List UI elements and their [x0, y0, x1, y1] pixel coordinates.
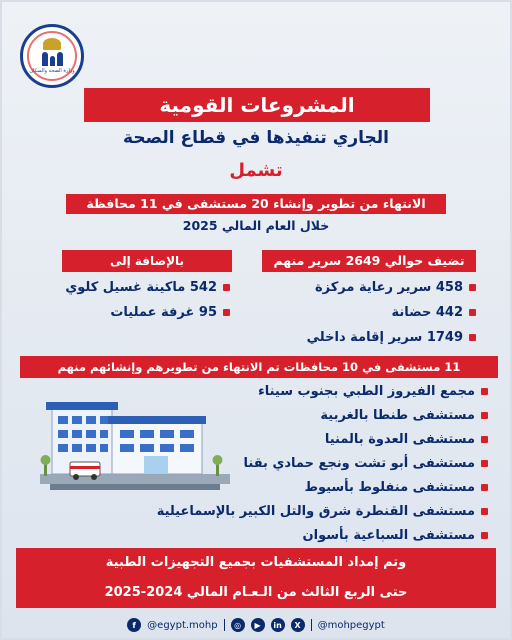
- beds-heading: تضيف حوالي 2649 سرير منهم: [262, 250, 476, 272]
- hospital-building-icon: [40, 392, 230, 496]
- bullet-icon: [481, 412, 488, 419]
- x-icon[interactable]: X: [291, 618, 305, 632]
- facebook-icon[interactable]: f: [127, 618, 141, 632]
- summary-year: خلال العام المالي 2025: [182, 218, 330, 233]
- logo-ring: [27, 31, 77, 81]
- list-item: 1749 سرير إقامة داخلي: [307, 330, 476, 345]
- bullet-icon: [481, 508, 488, 515]
- hospital-item: مجمع الفيروز الطبي بجنوب سيناء: [258, 384, 488, 399]
- extras-heading: بالإضافة إلى: [62, 250, 232, 272]
- footer-banner: [16, 548, 496, 608]
- social-bar: [0, 614, 512, 636]
- hospitals-heading: 11 مستشفى في 10 محافظات تم الانتهاء من تطويرهم وإنشائهم منهم: [20, 356, 498, 378]
- summary-banner: الانتهاء من تطوير وإنشاء 20 مستشفى في 11 محافظة: [66, 194, 446, 214]
- footer-line-2: حتى الربع الثالث من الـعـام المالي 2024-2025: [104, 585, 408, 600]
- bullet-icon: [469, 309, 476, 316]
- hospital-item: مستشفى السباعية بأسوان: [303, 528, 488, 543]
- list-item: 542 ماكينة غسيل كلوي: [65, 280, 230, 295]
- includes-label: تشمل: [229, 160, 283, 181]
- youtube-icon[interactable]: ▶: [251, 618, 265, 632]
- left-handle[interactable]: @egypt.mohp: [147, 619, 218, 631]
- bullet-icon: [469, 284, 476, 291]
- right-handle[interactable]: @mohpegypt: [317, 619, 385, 631]
- list-item: 458 سرير رعاية مركزة: [315, 280, 476, 295]
- bullet-icon: [481, 436, 488, 443]
- page-title: المشروعات القومية: [84, 88, 430, 122]
- bullet-icon: [481, 532, 488, 539]
- bullet-icon: [481, 388, 488, 395]
- bullet-icon: [469, 334, 476, 341]
- list-item: 442 حضانة: [392, 305, 477, 320]
- footer-line-1: وتم إمداد المستشفيات بجميع التجهيزات الطبية: [105, 555, 407, 570]
- divider: [311, 619, 312, 631]
- hospital-item: مستشفى منفلوط بأسيوط: [304, 480, 488, 495]
- hospital-item: مستشفى طنطا بالغربية: [320, 408, 488, 423]
- list-item: 95 غرفة عمليات: [110, 305, 230, 320]
- bullet-icon: [223, 309, 230, 316]
- bullet-icon: [481, 460, 488, 467]
- hospital-item: مستشفى العدوة بالمنيا: [325, 432, 488, 447]
- linkedin-icon[interactable]: in: [271, 618, 285, 632]
- instagram-icon[interactable]: ◎: [231, 618, 245, 632]
- bullet-icon: [481, 484, 488, 491]
- logo-caption: وزارة الصحة والسكان: [29, 68, 75, 74]
- ministry-logo: [20, 24, 84, 88]
- divider: [224, 619, 225, 631]
- bullet-icon: [223, 284, 230, 291]
- hospital-item: مستشفى أبو تشت ونجع حمادي بقنا: [244, 456, 489, 471]
- page-subtitle: الجاري تنفيذها في قطاع الصحة: [123, 128, 389, 148]
- hospital-item: مستشفى القنطرة شرق والتل الكبير بالإسماعيلية: [157, 504, 488, 519]
